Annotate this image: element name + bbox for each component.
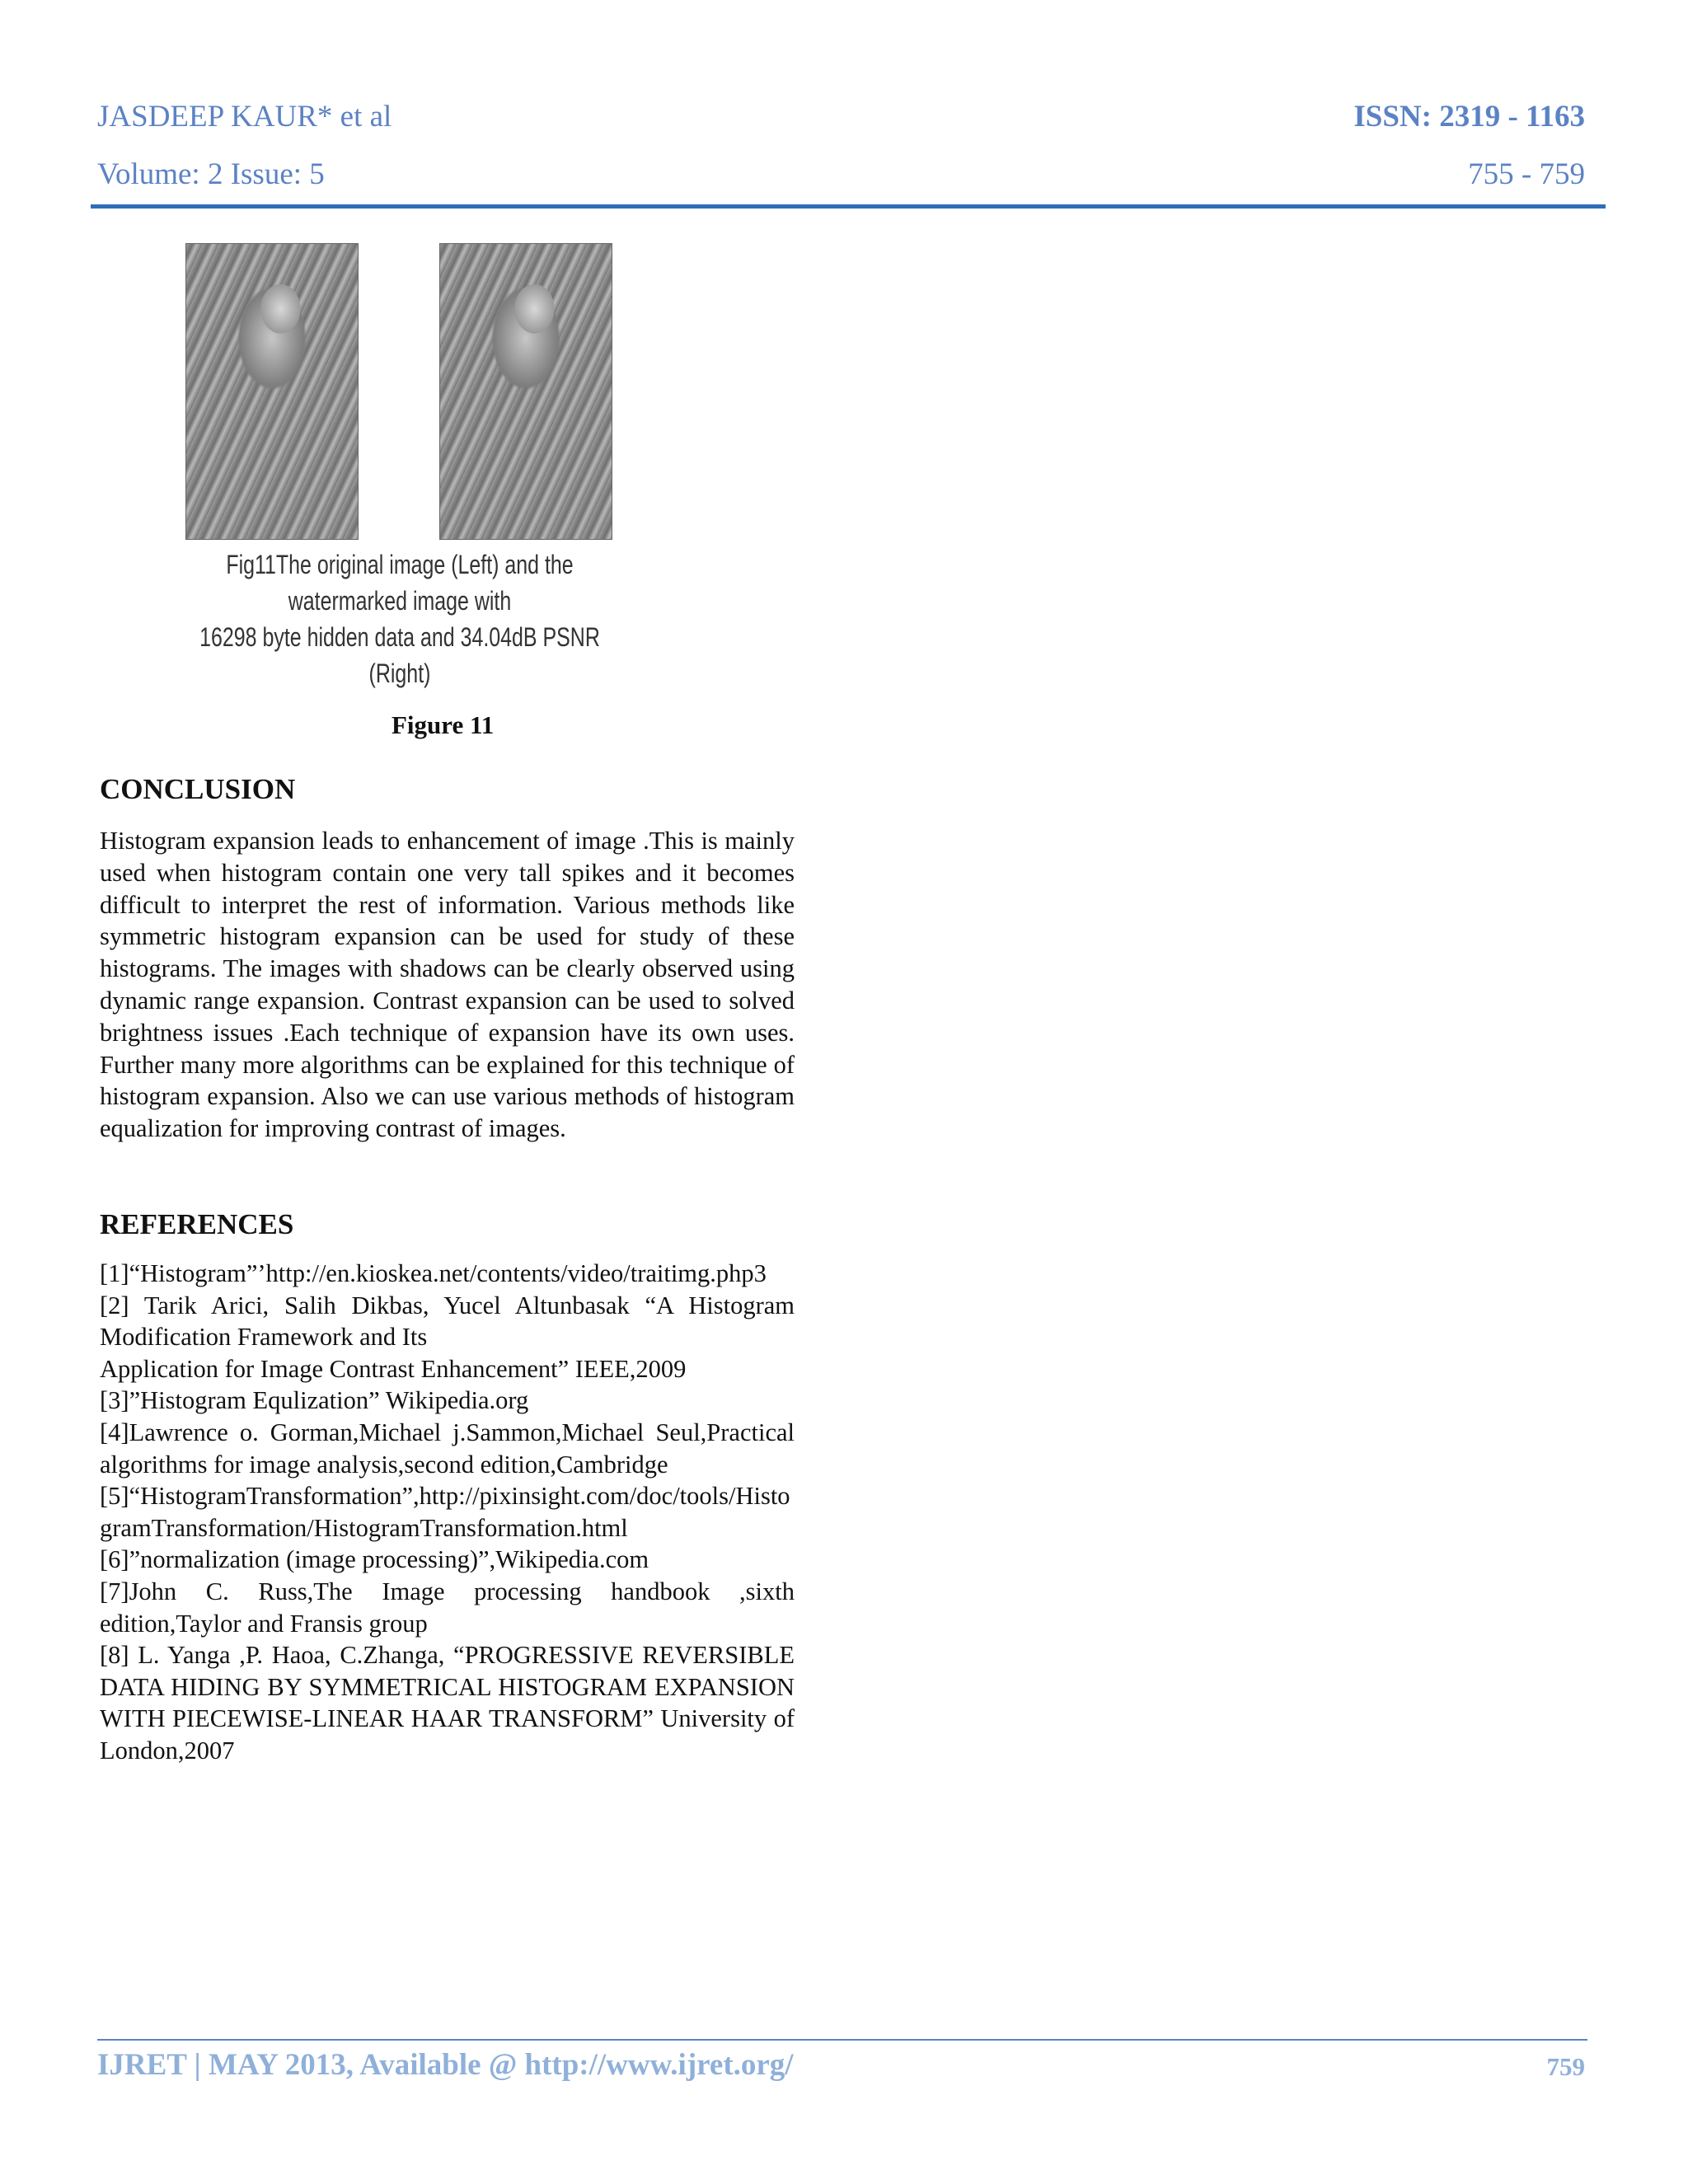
figure-caption-line2: 16298 byte hidden data and 34.04dB PSNR (Right): [199, 622, 600, 688]
figure-label: Figure 11: [392, 710, 495, 739]
reference-5: [5]“HistogramTransformation”,http://pixinsight.com/doc/tools/HistogramTransformation/HistogramTransformation.html: [100, 1482, 790, 1542]
figure-11: [103, 235, 696, 688]
page-header: [97, 92, 1585, 208]
conclusion-text: Histogram expansion leads to enhancement of image .This is mainly used when histogram contain one very tall spikes and it becomes difficult to interpret the rest of information. Various methods like symmetric histogram expansion can be used for study of these histograms. The images with shadows can be clearly observed using dynamic range expansion. Contrast expansion can be used to solved brightness issues .Each technique of expansion have its own uses. Further many more algorithms can be explained for this technique of histogram expansion. Also we can use various methods of histogram equalization for improving contrast of images.: [100, 827, 795, 1143]
header-rule: [91, 204, 1606, 209]
original-image: [185, 243, 359, 540]
watermarked-image: [439, 243, 612, 540]
footer-journal: IJRET | MAY 2013, Available @ http://www.ijret.org/: [97, 2048, 794, 2082]
references-list: [100, 1258, 795, 1767]
page-number: 759: [1546, 2052, 1585, 2081]
reference-2-cont: Application for Image Contrast Enhancement” IEEE,2009: [100, 1354, 687, 1383]
header-issn: ISSN: 2319 - 1163: [1353, 100, 1585, 134]
header-volume: Volume: 2 Issue: 5: [97, 157, 325, 191]
reference-8: [8] L. Yanga ,P. Haoa, C.Zhanga, “PROGRESSIVE REVERSIBLE DATA HIDING BY SYMMETRICAL HISTOGRAM EXPANSION WITH PIECEWISE-LINEAR HAAR TRANSFORM” University of London,2007: [100, 1641, 795, 1765]
reference-3: [3]”Histogram Equlization” Wikipedia.org: [100, 1386, 529, 1415]
footer-rule: [97, 2039, 1587, 2041]
reference-7: [7]John C. Russ,The Image processing handbook ,sixth edition,Taylor and Fransis group: [100, 1577, 795, 1638]
reference-6: [6]”normalization (image processing)”,Wikipedia.com: [100, 1545, 649, 1574]
conclusion-heading: CONCLUSION: [100, 773, 296, 805]
reference-2: [2] Tarik Arici, Salih Dikbas, Yucel Altunbasak “A Histogram Modification Framework and Its: [100, 1291, 795, 1352]
reference-4: [4]Lawrence o. Gorman,Michael j.Sammon,Michael Seul,Practical algorithms for image analysis,second edition,Cambridge: [100, 1418, 795, 1479]
header-pages: 755 - 759: [1468, 157, 1585, 191]
header-author: JASDEEP KAUR* et al: [97, 100, 392, 134]
reference-1: [1]“Histogram”’http://en.kioskea.net/contents/video/traitimg.php3: [100, 1259, 767, 1287]
figure-caption: [168, 546, 631, 691]
references-heading: REFERENCES: [100, 1208, 294, 1240]
figure-caption-line1: Fig11The original image (Left) and the watermarked image with: [226, 550, 574, 616]
